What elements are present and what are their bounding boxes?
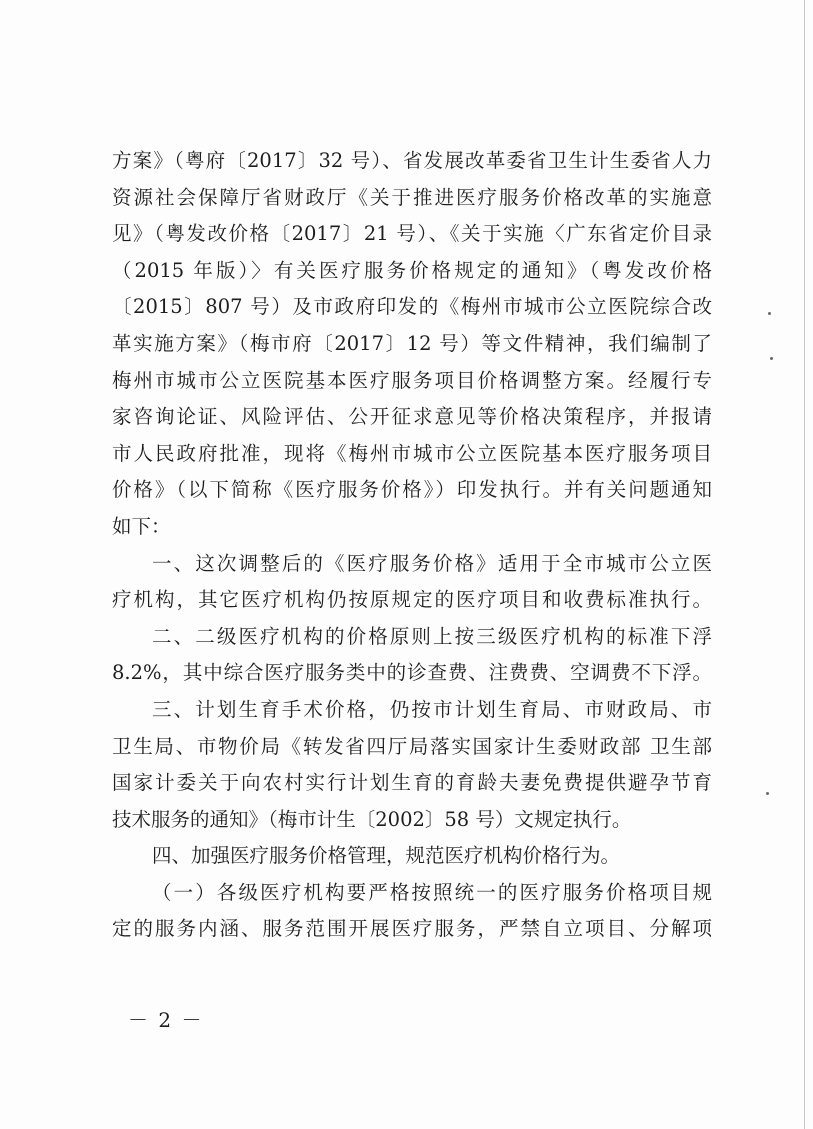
text-line: 资源社会保障厅省财政厅《关于推进医疗服务价格改革的实施意 bbox=[112, 185, 712, 209]
text-line: 价格》（以下简称《医疗服务价格》）印发执行。并有关问题通知 bbox=[112, 478, 712, 502]
scan-speck bbox=[770, 357, 773, 360]
paragraph-first-line: 二、二级医疗机构的价格原则上按三级医疗机构的标准下浮 bbox=[152, 624, 712, 648]
text-line: 8.2%，其中综合医疗服务类中的诊查费、注费费、空调费不下浮。 bbox=[112, 661, 712, 685]
text-line: 〔2015〕807 号）及市政府印发的《梅州市城市公立医院综合改 bbox=[112, 295, 712, 319]
text-line: 如下： bbox=[112, 514, 171, 538]
text-line: （2015 年版）〉有关医疗服务价格规定的通知》（粤发改价格 bbox=[112, 258, 712, 282]
text-line: 定的服务内涵、服务范围开展医疗服务，严禁自立项目、分解项 bbox=[112, 917, 712, 941]
text-line: 疗机构，其它医疗机构仍按原规定的医疗项目和收费标准执行。 bbox=[112, 588, 712, 612]
scan-speck bbox=[766, 792, 769, 795]
page-number: － 2 － bbox=[128, 1008, 204, 1032]
paragraph-first-line: 三、计划生育手术价格，仍按市计划生育局、市财政局、市 bbox=[152, 697, 712, 721]
document-body bbox=[112, 143, 712, 948]
text-line: 技术服务的通知》（梅市计生〔2002〕58 号）文规定执行。 bbox=[112, 807, 632, 831]
text-line: 革实施方案》（梅市府〔2017〕12 号）等文件精神，我们编制了 bbox=[112, 331, 712, 355]
scan-speck bbox=[768, 312, 771, 315]
paragraph-first-line: 一、这次调整后的《医疗服务价格》适用于全市城市公立医 bbox=[152, 551, 712, 575]
page-edge-line bbox=[804, 0, 805, 1129]
paragraph-first-line: （一）各级医疗机构要严格按照统一的医疗服务价格项目规 bbox=[152, 880, 712, 904]
text-line: 家咨询论证、风险评估、公开征求意见等价格决策程序，并报请 bbox=[112, 405, 712, 429]
text-line: 梅州市城市公立医院基本医疗服务项目价格调整方案。经履行专 bbox=[112, 368, 712, 392]
text-line: 方案》（粤府〔2017〕32 号）、省发展改革委省卫生计生委省人力 bbox=[112, 149, 712, 172]
text-line: 市人民政府批准，现将《梅州市城市公立医院基本医疗服务项目 bbox=[112, 441, 712, 465]
text-line: 卫生局、市物价局《转发省四厅局落实国家计生委财政部 卫生部 bbox=[112, 734, 712, 758]
text-line: 见》（粤发改价格〔2017〕21 号）、《关于实施〈广东省定价目录 bbox=[112, 222, 712, 246]
paragraph-first-line: 四、加强医疗服务价格管理，规范医疗机构价格行为。 bbox=[152, 844, 621, 868]
text-line: 国家计委关于向农村实行计划生育的育龄夫妻免费提供避孕节育 bbox=[112, 771, 712, 795]
